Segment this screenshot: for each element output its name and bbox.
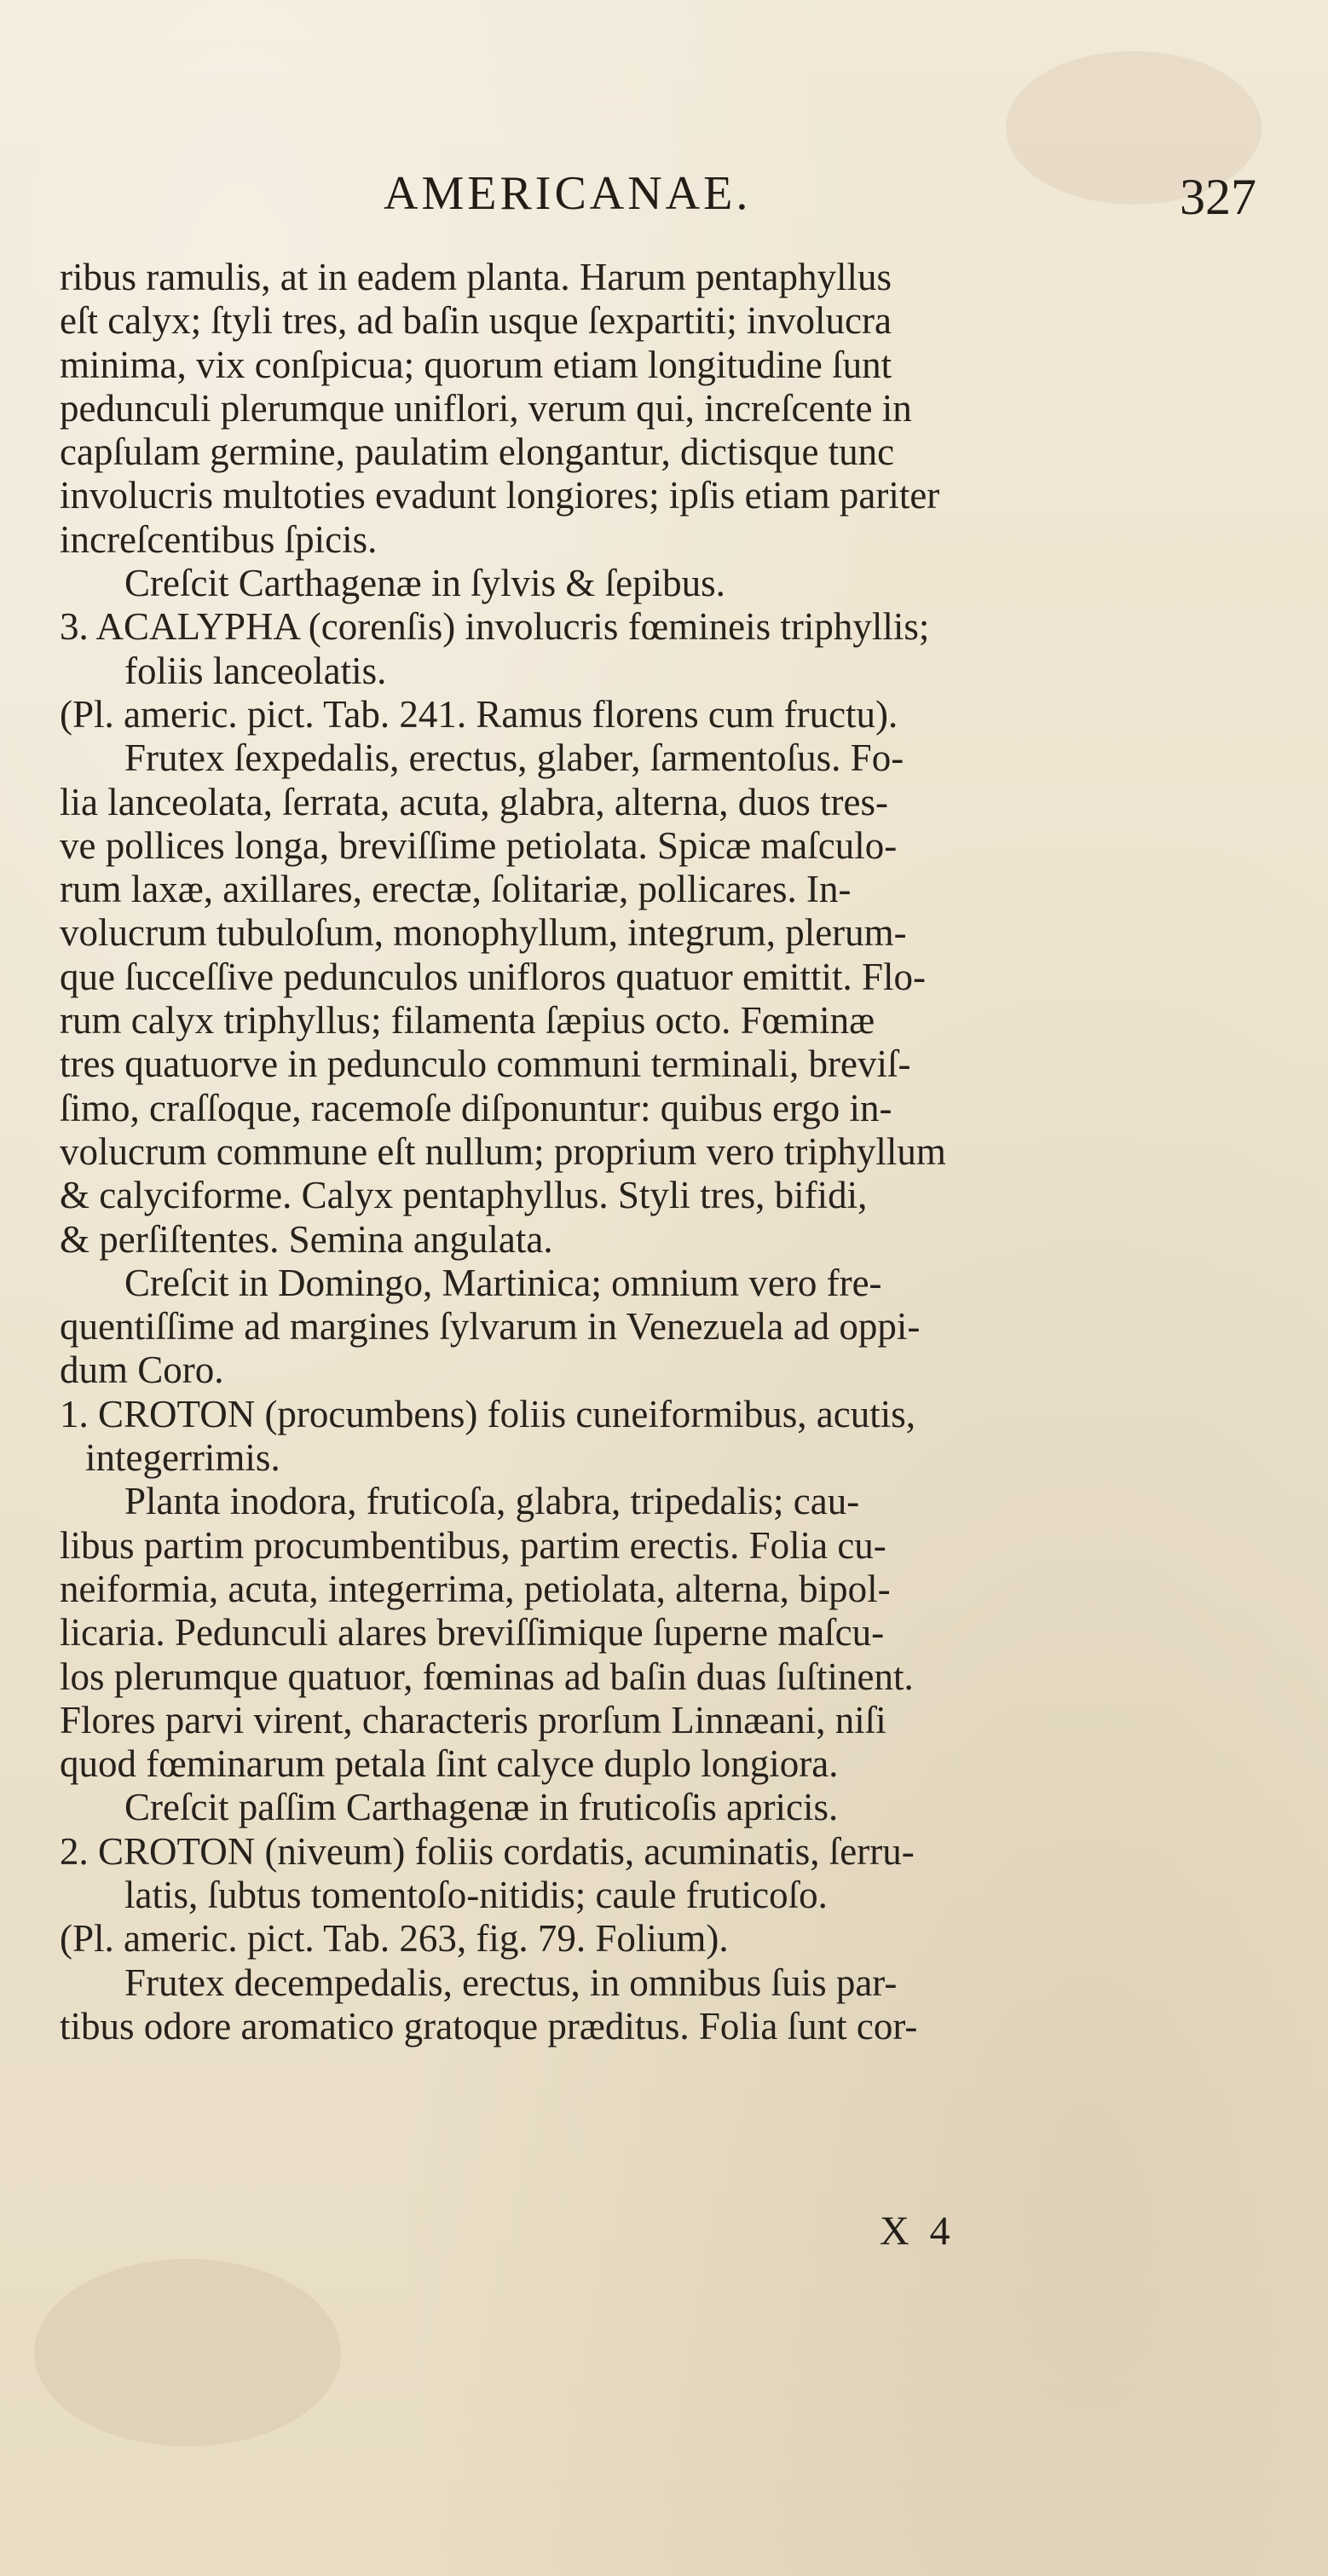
paper-stain xyxy=(34,2259,341,2446)
text-line: involucris multoties evadunt longiores; ipſis etiam pariter xyxy=(60,474,940,517)
text-line: increſcentibus ſpicis. xyxy=(60,517,378,561)
text-line: rum calyx triphyllus; filamenta ſæpius octo. Fœminæ xyxy=(60,999,875,1043)
body-text xyxy=(60,256,1328,2048)
species-heading: 3. ACALYPHA (corenſis) involucris fœmineis triphyllis; xyxy=(60,605,930,649)
text-line: ſimo, craſſoque, racemoſe diſponuntur: quibus ergo in- xyxy=(60,1086,892,1129)
text-line: libus partim procumbentibus, partim erectis. Folia cu- xyxy=(60,1523,886,1567)
text-line: integerrimis. xyxy=(85,1436,280,1480)
text-line: Frutex decempedalis, erectus, in omnibus ſuis par- xyxy=(124,1961,898,2004)
text-line: pedunculi plerumque uniflori, verum qui, increſcente in xyxy=(60,386,912,430)
running-head: AMERICANAE. xyxy=(384,167,752,220)
text-line: rum laxæ, axillares, erectæ, ſolitariæ, pollicares. In- xyxy=(60,868,852,911)
text-line: Creſcit in Domingo, Martinica; omnium vero fre- xyxy=(124,1261,882,1304)
text-line: Flores parvi virent, characteris prorſum Linnæani, niſi xyxy=(60,1698,886,1741)
plate-reference: (Pl. americ. pict. Tab. 241. Ramus florens cum fructu). xyxy=(60,692,898,736)
text-line: minima, vix conſpicua; quorum etiam longitudine ſunt xyxy=(60,343,892,386)
catchword: X 4 xyxy=(880,2209,956,2254)
text-line: Frutex ſexpedalis, erectus, glaber, ſarmentoſus. Fo- xyxy=(124,736,904,780)
text-line: Planta inodora, fruticoſa, glabra, tripedalis; cau- xyxy=(124,1480,860,1523)
page-header xyxy=(0,166,1328,226)
text-line: ribus ramulis, at in eadem planta. Harum pentaphyllus xyxy=(60,256,892,298)
text-line: tres quatuorve in pedunculo communi terminali, breviſ- xyxy=(60,1043,911,1086)
text-line: neiformia, acuta, integerrima, petiolata, alterna, bipol- xyxy=(60,1567,891,1610)
text-line: que ſucceſſive pedunculos unifloros quatuor emittit. Flo- xyxy=(60,955,927,998)
species-heading: 2. CROTON (niveum) foliis cordatis, acuminatis, ſerru- xyxy=(60,1829,915,1873)
text-line: Creſcit paſſim Carthagenæ in fruticoſis apricis. xyxy=(124,1786,839,1829)
text-line: latis, ſubtus tomentoſo-nitidis; caule fruticoſo. xyxy=(124,1873,828,1916)
text-line: dum Coro. xyxy=(60,1349,224,1392)
text-line: foliis lanceolatis. xyxy=(124,649,387,692)
page-number: 327 xyxy=(1180,169,1256,225)
text-line: capſulam germine, paulatim elongantur, dictisque tunc xyxy=(60,430,895,474)
text-line: los plerumque quatuor, fœminas ad baſin duas ſuſtinent. xyxy=(60,1655,914,1698)
text-line: volucrum tubuloſum, monophyllum, integrum, plerum- xyxy=(60,911,907,955)
text-line: lia lanceolata, ſerrata, acuta, glabra, alterna, duos tres- xyxy=(60,780,888,823)
text-line: & calyciforme. Calyx pentaphyllus. Styli tres, bifidi, xyxy=(60,1174,868,1217)
text-line: quod fœminarum petala ſint calyce duplo longiora. xyxy=(60,1742,839,1786)
text-line: licaria. Pedunculi alares breviſſimique ſuperne maſcu- xyxy=(60,1611,885,1655)
text-line: & perſiſtentes. Semina angulata. xyxy=(60,1217,553,1261)
text-line: tibus odore aromatico gratoque præditus. Folia ſunt cor- xyxy=(60,2004,918,2048)
species-heading: 1. CROTON (procumbens) foliis cuneiformibus, acutis, xyxy=(60,1392,916,1435)
text-line: ve pollices longa, breviſſime petiolata. Spicæ maſculo- xyxy=(60,823,898,867)
text-line: eſt calyx; ſtyli tres, ad baſin usque ſexpartiti; involucra xyxy=(60,299,892,343)
text-line: quentiſſime ad margines ſylvarum in Venezuela ad oppi- xyxy=(60,1305,921,1349)
plate-reference: (Pl. americ. pict. Tab. 263, fig. 79. Folium). xyxy=(60,1917,729,1961)
text-line: Creſcit Carthagenæ in ſylvis & ſepibus. xyxy=(124,562,725,605)
text-line: volucrum commune eſt nullum; proprium vero triphyllum xyxy=(60,1129,946,1173)
